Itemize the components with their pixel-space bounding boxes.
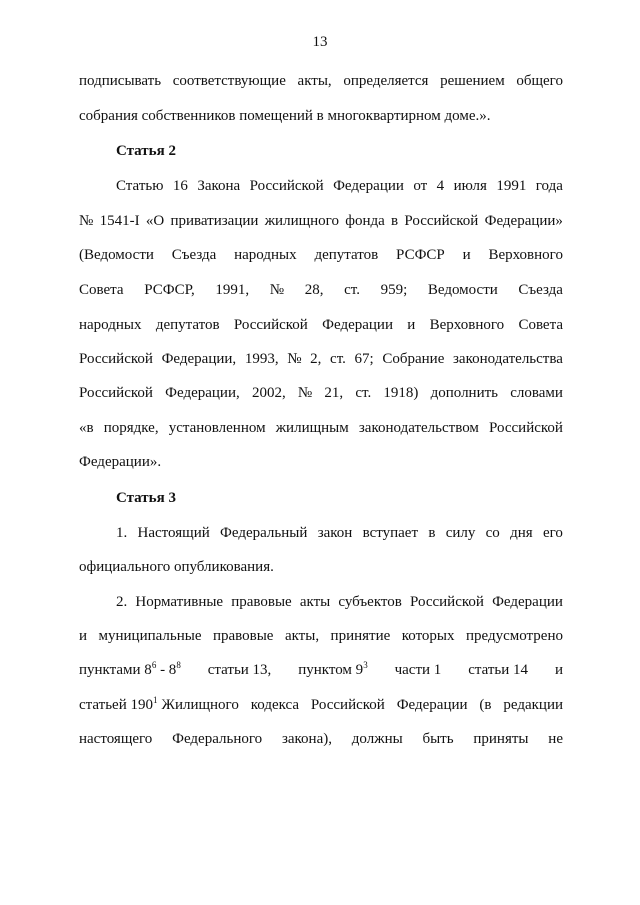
word: муниципальные <box>98 628 202 644</box>
word: ст. <box>344 282 360 298</box>
word: Российской <box>489 420 563 436</box>
word: 1541-I <box>99 213 140 229</box>
word: Российской <box>233 317 308 333</box>
word: и <box>462 247 471 263</box>
word: субъектов <box>338 594 402 610</box>
word: предусмотрено <box>465 628 563 644</box>
word: № <box>297 385 313 401</box>
word: его <box>542 525 563 541</box>
text-line <box>79 245 563 265</box>
word: закона), <box>281 731 332 747</box>
article-heading: Статья 3 <box>116 490 176 506</box>
word: 1991 <box>496 178 527 194</box>
word: Совета <box>518 317 563 333</box>
text-line <box>116 523 563 543</box>
word: 1. <box>116 525 128 541</box>
text-segment: статьей $190^1$ <box>79 695 158 713</box>
word: Федерации, <box>165 385 240 401</box>
word: вступает <box>362 525 419 541</box>
word: соответствующие <box>172 73 286 89</box>
word: которых <box>401 628 455 644</box>
word: ст. <box>355 385 372 401</box>
word: Федерации <box>492 594 563 610</box>
text-segment: статьи 13, <box>207 662 272 678</box>
word: Нормативные <box>135 594 224 610</box>
word: Верховного <box>429 317 505 333</box>
text-line <box>79 315 563 335</box>
word: Собрание <box>382 351 445 367</box>
word: РСФСР, <box>144 282 195 298</box>
text-line <box>79 280 563 300</box>
word: в <box>391 213 399 229</box>
word: народных <box>79 317 142 333</box>
word: Российской <box>310 697 385 713</box>
word: Закона <box>197 178 241 194</box>
text-line <box>79 71 563 91</box>
word: (Ведомости <box>79 247 154 263</box>
word: приняты <box>473 731 529 747</box>
word: 1993, <box>244 351 279 367</box>
word: Федеральный <box>220 525 308 541</box>
word: Ведомости <box>427 282 498 298</box>
word: акты, <box>297 73 332 89</box>
word: Настоящий <box>137 525 210 541</box>
word: должны <box>351 731 403 747</box>
word: Жилищного <box>161 697 239 713</box>
text-line: Федерации». <box>79 454 162 470</box>
word: дня <box>510 525 533 541</box>
article-heading: Статья 2 <box>116 143 176 159</box>
word: Федерации» <box>484 213 563 229</box>
word: со <box>485 525 500 541</box>
word: фонда <box>345 213 385 229</box>
word: законодательства <box>453 351 563 367</box>
word: ст. <box>330 351 346 367</box>
word: Федерации, <box>161 351 237 367</box>
text-segment: статьи 14 <box>468 662 529 678</box>
word: года <box>535 178 563 194</box>
word: решением <box>440 73 505 89</box>
text-segment: пунктом $9^3$ <box>298 660 368 678</box>
text-line <box>79 626 563 646</box>
text-line <box>79 211 563 231</box>
word: правовые <box>231 594 292 610</box>
word: общего <box>516 73 563 89</box>
word: правовые <box>212 628 274 644</box>
word: и <box>79 628 88 644</box>
word: Федерального <box>172 731 263 747</box>
word: и <box>407 317 416 333</box>
word: дополнить <box>430 385 499 401</box>
word: Верховного <box>488 247 563 263</box>
word: в <box>428 525 436 541</box>
word: Статью <box>116 178 164 194</box>
word: Совета <box>79 282 124 298</box>
word: 67; <box>354 351 374 367</box>
word: Федерации <box>322 317 393 333</box>
text-segment: и <box>554 662 563 678</box>
text-line: собрания собственников помещений в многоквартирном доме.». <box>79 108 491 124</box>
word: народных <box>234 247 297 263</box>
word: депутатов <box>314 247 379 263</box>
word: от <box>413 178 428 194</box>
word: быть <box>422 731 454 747</box>
word: 4 <box>436 178 445 194</box>
word: силу <box>445 525 476 541</box>
word: 21, <box>324 385 344 401</box>
page-number: 13 <box>312 34 328 50</box>
word: кодекса <box>250 697 300 713</box>
word: Российской <box>410 594 484 610</box>
word: не <box>548 731 563 747</box>
word: приватизации <box>170 213 259 229</box>
word: Федерации <box>396 697 468 713</box>
word: акты <box>299 594 331 610</box>
text-line <box>116 176 563 196</box>
word: порядке, <box>103 420 159 436</box>
word: Российской <box>249 178 324 194</box>
word: 28, <box>304 282 324 298</box>
text-line <box>79 383 563 403</box>
text-line <box>79 349 563 369</box>
word: редакции <box>503 697 563 713</box>
word: жилищного <box>264 213 339 229</box>
word: «в <box>79 420 94 436</box>
word: 2. <box>116 594 128 610</box>
word: принятие <box>330 628 391 644</box>
text-segment <box>162 695 564 715</box>
word: 2, <box>310 351 322 367</box>
word: Федерации <box>333 178 404 194</box>
word: 1918) <box>383 385 419 401</box>
word: 2002, <box>251 385 286 401</box>
word: «О <box>145 213 165 229</box>
text-segment: части 1 <box>394 662 442 678</box>
word: акты, <box>284 628 320 644</box>
text-line-with-superscripts <box>79 660 563 680</box>
word: жилищным <box>275 420 349 436</box>
word: Российской <box>79 385 153 401</box>
word: июля <box>453 178 487 194</box>
word: законодательством <box>358 420 479 436</box>
word: Российской <box>79 351 153 367</box>
word: депутатов <box>155 317 220 333</box>
word: Российской <box>404 213 479 229</box>
word: № <box>269 282 285 298</box>
word: 16 <box>172 178 188 194</box>
word: 959; <box>380 282 408 298</box>
word: закон <box>317 525 353 541</box>
text-line: официального опубликования. <box>79 559 274 575</box>
word: Съезда <box>518 282 563 298</box>
word: 1991, <box>215 282 250 298</box>
text-segment: пунктами $8^6 - 8^8$ <box>79 660 181 678</box>
word: словами <box>510 385 563 401</box>
word: № <box>79 213 94 229</box>
text-line-with-superscripts <box>79 695 563 715</box>
text-line <box>116 592 563 612</box>
word: подписывать <box>79 73 162 89</box>
word: настоящего <box>79 731 153 747</box>
text-line <box>79 418 563 438</box>
word: Съезда <box>171 247 217 263</box>
word: № <box>287 351 302 367</box>
word: установленном <box>168 420 266 436</box>
word: (в <box>479 697 492 713</box>
word: определяется <box>343 73 429 89</box>
text-line <box>79 729 563 749</box>
word: РСФСР <box>396 247 445 263</box>
